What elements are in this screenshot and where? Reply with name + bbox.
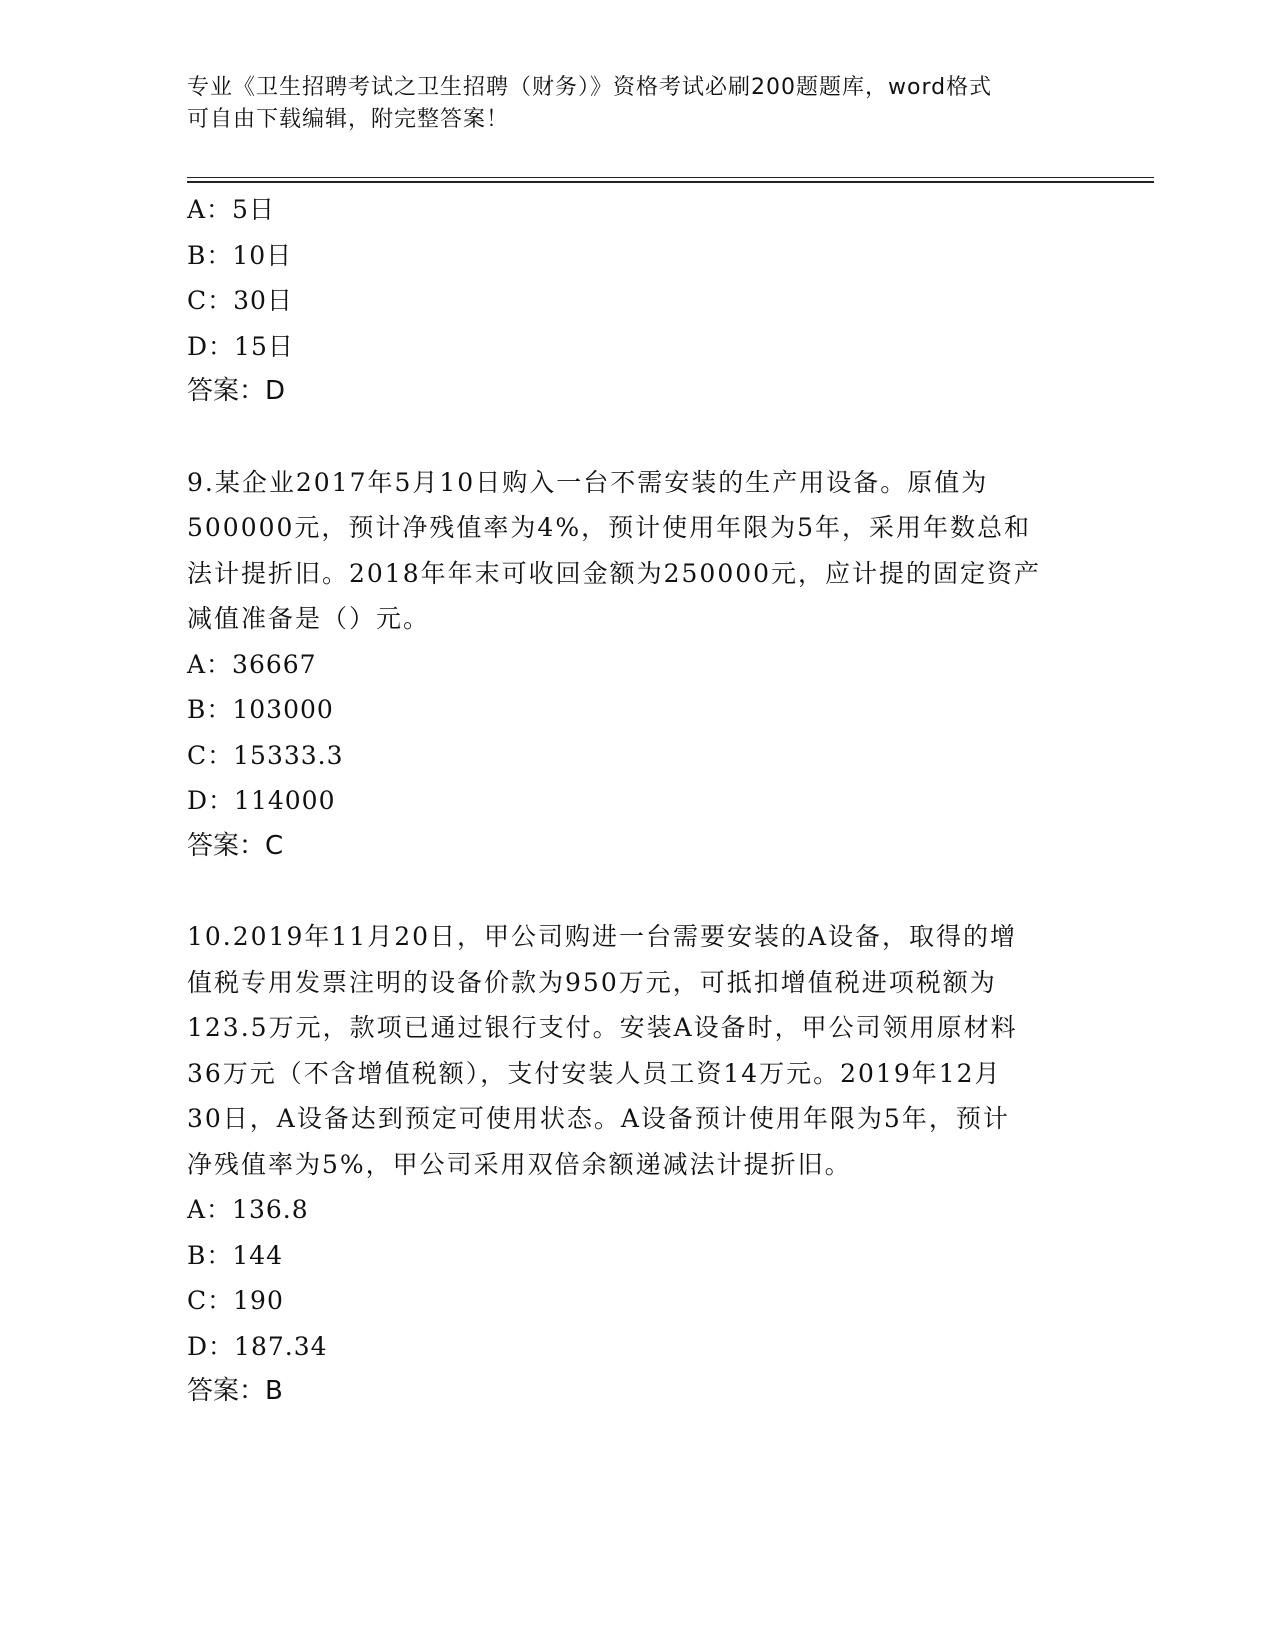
- document-header: [187, 72, 1087, 136]
- option-b: B：144: [187, 1240, 284, 1270]
- question-stem-line: 10.2019年11月20日，甲公司购进一台需要安装的A设备，取得的增: [187, 922, 1018, 951]
- question-stem-line: 36万元（不含增值税额），支付安装人员工资14万元。2019年12月: [187, 1058, 1002, 1088]
- question-stem-line: 9.某企业2017年5月10日购入一台不需安装的生产用设备。原值为: [187, 467, 989, 497]
- question-stem-line: 123.5万元，款项已通过银行支付。安装A设备时，甲公司领用原材料: [187, 1013, 1018, 1042]
- question-stem-line: 500000元，预计净残值率为4%，预计使用年限为5年，采用年数总和: [187, 513, 1032, 542]
- option-d: D：114000: [187, 786, 336, 815]
- header-line-1: 专业《卫生招聘考试之卫生招聘（财务）》资格考试必刷200题题库，word格式: [187, 75, 993, 100]
- document-body: [187, 187, 1087, 1415]
- question-10: [187, 914, 1087, 1187]
- option-d: D：15日: [187, 331, 294, 361]
- option-a: A：5日: [187, 195, 275, 224]
- option-d: D：187.34: [187, 1331, 328, 1361]
- answer: 答案：C: [187, 830, 284, 861]
- option-a: A：36667: [187, 649, 317, 679]
- question-stem-line: 减值准备是（）元。: [187, 604, 431, 633]
- question-10-options: [187, 1187, 1087, 1415]
- answer: 答案：D: [187, 376, 286, 406]
- option-a: A：136.8: [187, 1195, 309, 1224]
- header-divider-thick: [187, 181, 1154, 183]
- option-c: C：30日: [187, 286, 293, 315]
- question-stem-line: 净残值率为5%，甲公司采用双倍余额递减法计提折旧。: [187, 1149, 852, 1179]
- question-8: [187, 187, 1087, 415]
- question-stem-line: 法计提折旧。2018年年末可收回金额为250000元，应计提的固定资产: [187, 558, 1042, 588]
- option-c: C：190: [187, 1286, 284, 1315]
- header-line-2: 可自由下载编辑，附完整答案！: [187, 107, 510, 132]
- option-b: B：10日: [187, 240, 293, 270]
- question-stem-line: 值税专用发票注明的设备价款为950万元，可抵扣增值税进项税额为: [187, 967, 997, 997]
- question-stem-line: 30日，A设备达到预定可使用状态。A设备预计使用年限为5年，预计: [187, 1104, 1010, 1133]
- question-9-options: [187, 642, 1087, 870]
- option-c: C：15333.3: [187, 740, 344, 770]
- answer: 答案：B: [187, 1376, 283, 1406]
- question-9: [187, 460, 1087, 642]
- option-b: B：103000: [187, 695, 334, 724]
- header-divider-thin: [187, 177, 1154, 178]
